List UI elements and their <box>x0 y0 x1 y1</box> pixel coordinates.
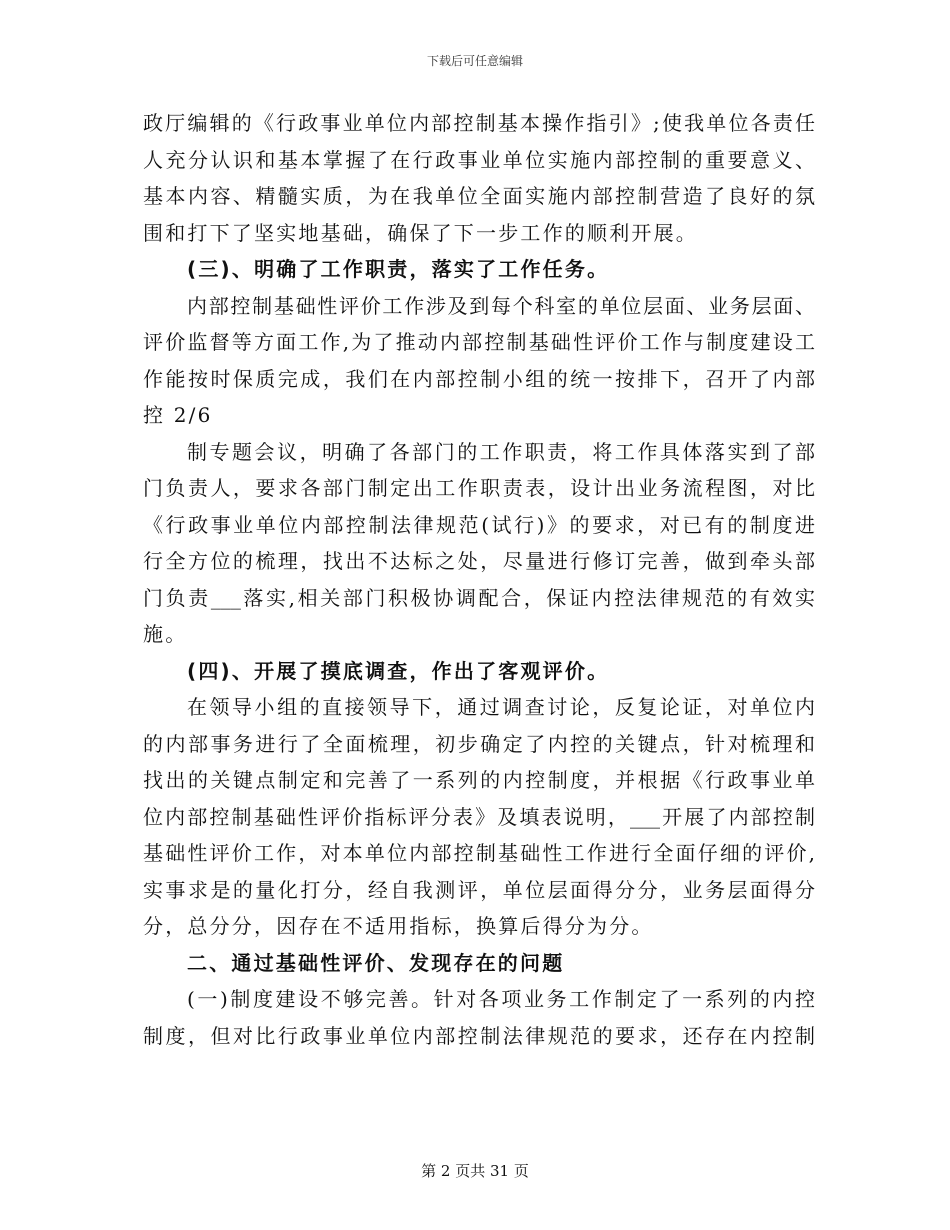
document-body <box>143 105 815 1054</box>
page-header: 下载后可任意编辑 <box>426 54 523 68</box>
text-line: 制度，但对比行政事业单位内部控制法律规范的要求，还存在内控制 <box>143 1023 815 1048</box>
text-line: (一)制度建设不够完善。针对各项业务工作制定了一系列的内控 <box>187 987 815 1011</box>
text-line: 内部控制基础性评价工作涉及到每个科室的单位层面、业务层面、 <box>187 293 815 318</box>
text-line: 控 2/6 <box>143 403 213 427</box>
text-line: 在领导小组的直接领导下，通过调查讨论，反复论证，对单位内 <box>187 695 815 719</box>
text-line: 基础性评价工作，对本单位内部控制基础性工作进行全面仔细的评价, <box>143 841 815 865</box>
text-line: 评价监督等方面工作,为了推动内部控制基础性评价工作与制度建设工 <box>143 330 815 354</box>
text-line: 《行政事业单位内部控制法律规范(试行)》的要求，对已有的制度进 <box>143 512 815 537</box>
text-line: 作能按时保质完成，我们在内部控制小组的统一按排下，召开了内部 <box>143 366 815 391</box>
page-number: 第 2 页共 31 页 <box>421 1162 529 1180</box>
text-line: 政厅编辑的《行政事业单位内部控制基本操作指引》;使我单位各责任 <box>143 111 815 135</box>
text-line: 分，总分分，因存在不适用指标，换算后得分为分。 <box>143 914 654 938</box>
section-heading: 二、通过基础性评价、发现存在的问题 <box>187 950 565 975</box>
text-line: 基本内容、精髓实质，为在我单位全面实施内部控制营造了良好的氛 <box>143 184 815 208</box>
text-line: 找出的关键点制定和完善了一系列的内控制度，并根据《行政事业单 <box>143 768 815 792</box>
text-line: 人充分认识和基本掌握了在行政事业单位实施内部控制的重要意义、 <box>143 147 815 172</box>
text-line: 制专题会议，明确了各部门的工作职责，将工作具体落实到了部 <box>187 439 815 464</box>
section-heading: (四)、开展了摸底调查，作出了客观评价。 <box>187 658 610 683</box>
text-line: 门负责人，要求各部门制定出工作职责表，设计出业务流程图，对比 <box>143 476 815 500</box>
text-line: 实事求是的量化打分，经自我测评，单位层面得分分，业务层面得分 <box>143 877 815 902</box>
text-line: 施。 <box>143 622 188 646</box>
text-line: 行全方位的梳理，找出不达标之处，尽量进行修订完善，做到牵头部 <box>143 549 815 573</box>
text-line: 位内部控制基础性评价指标评分表》及填表说明，___开展了内部控制 <box>143 804 815 829</box>
text-line: 门负责___落实,相关部门积极协调配合，保证内控法律规范的有效实 <box>143 585 815 610</box>
text-line: 的内部事务进行了全面梳理，初步确定了内控的关键点，针对梳理和 <box>143 731 815 756</box>
text-line: 围和打下了坚实地基础，确保了下一步工作的顺利开展。 <box>143 220 698 245</box>
section-heading: (三)、明确了工作职责，落实了工作任务。 <box>187 257 610 281</box>
